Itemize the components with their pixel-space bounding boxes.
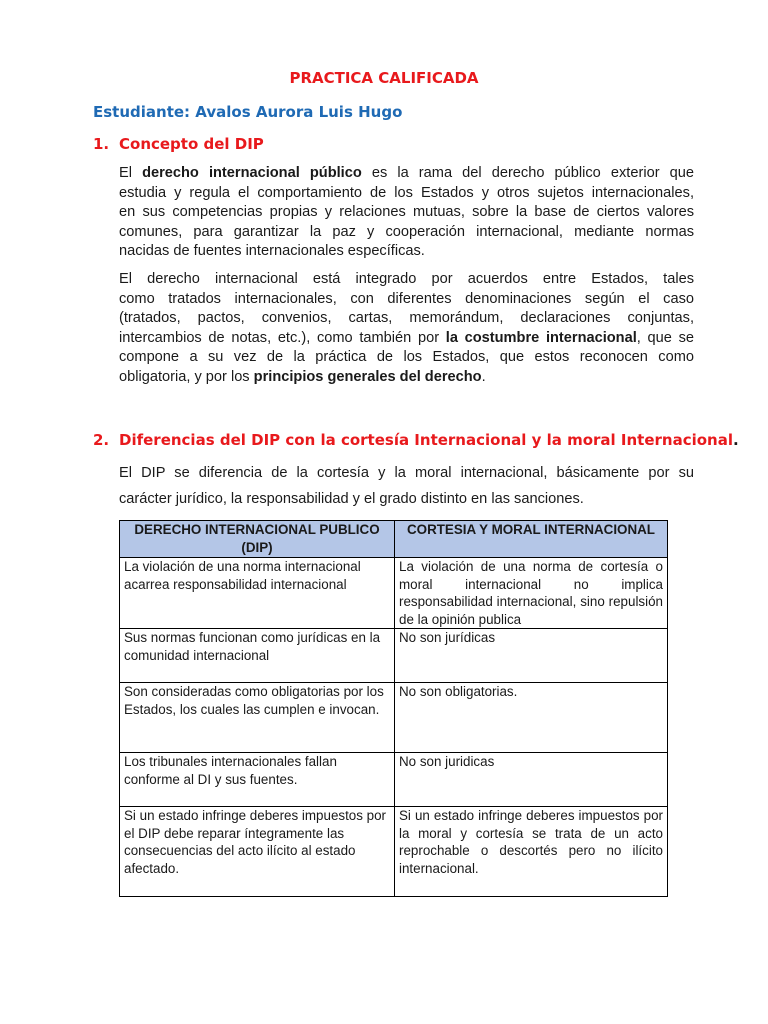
text-line: carácter jurídico, la responsabilidad y el grado distinto en las sanciones. <box>119 491 584 507</box>
table-header-row <box>120 521 668 558</box>
table-cell: No son juridicas <box>395 753 668 807</box>
text-line <box>119 164 694 184</box>
text-run: intercambios de notas, etc.), como también por <box>119 329 446 346</box>
bold-term: derecho internacional público <box>142 165 362 181</box>
section-2-number: 2. <box>93 431 110 449</box>
text-line: El derecho internacional está integrado por acuerdos entre Estados, tales <box>119 271 694 287</box>
table-cell: Sus normas funcionan como jurídicas en la comunidad internacional <box>120 629 395 683</box>
bold-term: la costumbre internacional <box>445 329 637 346</box>
section-1-heading <box>93 135 264 153</box>
table-cell: Si un estado infringe deberes impuestos por la moral y cortesía se trata de un acto reprochable o descortés pero no ilícito internacional. <box>395 807 668 897</box>
table-row <box>120 753 668 807</box>
text-line: como tratados internacionales, con diferentes denominaciones según el caso <box>119 290 694 307</box>
table-row <box>120 683 668 753</box>
text-line <box>119 368 694 388</box>
student-name: Estudiante: Avalos Aurora Luis Hugo <box>93 103 403 121</box>
text-line: compone a su vez de la práctica de los Estados, que estos reconocen como <box>119 349 694 365</box>
text-run: obligatoria, y por los <box>119 368 254 385</box>
section-1-paragraph-2 <box>119 270 694 387</box>
column-header-cortesia: CORTESIA Y MORAL INTERNACIONAL <box>395 521 668 558</box>
bold-term: principios generales del derecho <box>253 368 482 385</box>
text-line <box>119 329 694 349</box>
comparison-table <box>119 520 668 897</box>
table-cell: No son obligatorias. <box>395 683 668 753</box>
table-cell: La violación de una norma internacional acarrea responsabilidad internacional <box>120 558 395 629</box>
table-cell: La violación de una norma de cortesía o moral internacional no implica responsabilidad internacional, sino repulsión de la opinión publica <box>395 558 668 629</box>
text-line: El DIP se diferencia de la cortesía y la moral internacional, básicamente por su <box>119 465 694 481</box>
table-row <box>120 558 668 629</box>
column-header-dip: DERECHO INTERNACIONAL PUBLICO (DIP) <box>120 521 395 558</box>
section-2-title: Diferencias del DIP con la cortesía Internacional y la moral Internacional <box>119 431 733 449</box>
text-run: , que se <box>636 329 694 346</box>
section-2-paragraph <box>119 460 694 512</box>
text-line: (tratados, pactos, convenios, cartas, memorándum, declaraciones conjuntas, <box>119 310 694 326</box>
table-cell: Si un estado infringe deberes impuestos por el DIP debe reparar íntegramente las consecuencias del acto ilícito al estado afectado. <box>120 807 395 897</box>
document-title: PRACTICA CALIFICADA <box>289 69 479 87</box>
section-1-paragraph-1 <box>119 164 694 262</box>
table-cell: No son jurídicas <box>395 629 668 683</box>
text-line: comunes, para garantizar la paz y cooperación internacional, mediante normas <box>119 223 694 240</box>
text-run: El <box>119 165 143 181</box>
text-run: . <box>481 368 486 385</box>
table-row <box>120 629 668 683</box>
text-line: estudia y regula el comportamiento de los Estados y otros sujetos internacionales, <box>119 184 694 201</box>
section-2-heading <box>93 431 739 449</box>
section-1-title: Concepto del DIP <box>119 135 264 153</box>
table-cell: Los tribunales internacionales fallan conforme al DI y sus fuentes. <box>120 753 395 807</box>
text-run: es la rama del derecho público exterior que <box>361 165 694 181</box>
table-cell: Son consideradas como obligatorias por los Estados, los cuales las cumplen e invocan. <box>120 683 395 753</box>
section-2-title-period: . <box>733 431 739 449</box>
text-line: nacidas de fuentes internacionales específicas. <box>119 243 425 259</box>
text-line: en sus competencias propias y relaciones mutuas, sobre la base de ciertos valores <box>119 204 694 220</box>
table-row <box>120 807 668 897</box>
section-1-number: 1. <box>93 135 110 153</box>
